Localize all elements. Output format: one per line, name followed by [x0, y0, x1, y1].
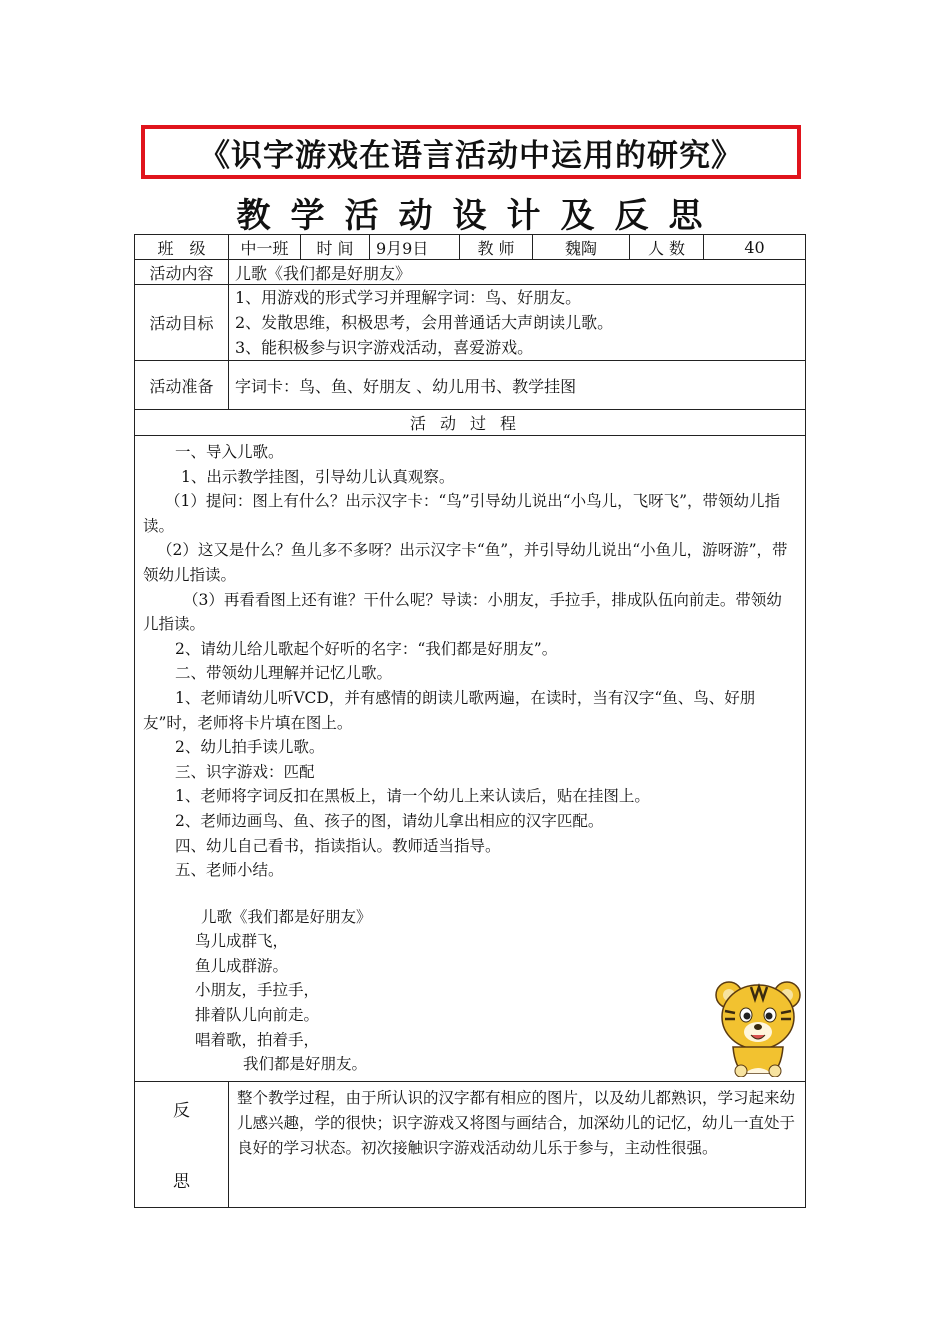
goals-label: 活动目标 — [135, 285, 229, 361]
poem-line: 鸟儿成群飞， — [195, 932, 289, 951]
process-line: 2、老师边画鸟、鱼、孩子的图，请幼儿拿出相应的汉字匹配。 — [175, 811, 604, 830]
reflection-row — [135, 1081, 806, 1207]
process-line: 1、老师请幼儿听VCD，并有感情的朗读儿歌两遍，在读时，当有汉字“鱼、鸟、好朋友”时，老师将卡片填在图上。 — [143, 688, 756, 732]
poem — [143, 905, 797, 1077]
process-line: （2）这又是什么？鱼儿多不多呀？出示汉字卡“鱼”，并引导幼儿说出“小鱼儿，游呀游”，带领幼儿指读。 — [143, 541, 788, 584]
page-subtitle: 教学活动设计及反思 — [236, 196, 723, 236]
poem-title: 儿歌《我们都是好朋友》 — [201, 907, 372, 926]
process-line: （3）再看看图上还有谁？干什么呢？导读：小朋友，手拉手，排成队伍向前走。带领幼儿指读。 — [143, 590, 782, 634]
teacher-value: 魏陶 — [533, 235, 630, 260]
process-line: 1、出示教学挂图，引导幼儿认真观察。 — [181, 467, 455, 486]
poem-line: 小朋友，手拉手， — [195, 981, 320, 1000]
process-line: （1）提问：图上有什么？出示汉字卡：“鸟”引导幼儿说出“小鸟儿，飞呀飞”，带领幼儿指读。 — [143, 492, 781, 535]
content-row — [135, 260, 806, 285]
reflection-label — [135, 1081, 229, 1207]
goals-list — [229, 285, 806, 361]
content-label: 活动内容 — [135, 260, 229, 285]
reflection-label-bottom: 思 — [173, 1172, 190, 1193]
prep-value: 字词卡：鸟、鱼、好朋友 、幼儿用书、教学挂图 — [229, 361, 806, 410]
poem-line: 唱着歌，拍着手， — [195, 1030, 320, 1049]
goal-item: 2、发散思维，积极思考，会用普通话大声朗读儿歌。 — [235, 313, 614, 332]
tiger-mascot-icon — [715, 977, 801, 1077]
count-value: 40 — [704, 235, 806, 260]
lesson-table — [134, 234, 806, 1208]
process-line: 1、老师将字词反扣在黑板上，请一个幼儿上来认读后，贴在挂图上。 — [175, 787, 650, 806]
process-line: 一、导入儿歌。 — [175, 443, 284, 461]
prep-row — [135, 361, 806, 410]
goal-item: 1、用游戏的形式学习并理解字词：鸟、好朋友。 — [235, 288, 582, 307]
goals-row — [135, 285, 806, 361]
reflection-label-top: 反 — [173, 1101, 190, 1122]
poem-line: 鱼儿成群游。 — [195, 956, 289, 975]
process-line: 四、幼儿自己看书，指读指认。教师适当指导。 — [175, 836, 501, 855]
process-body — [135, 436, 806, 1082]
prep-label: 活动准备 — [135, 361, 229, 410]
poem-line: 我们都是好朋友。 — [243, 1055, 368, 1074]
process-heading-row — [135, 410, 806, 436]
class-label: 班 级 — [135, 235, 229, 260]
process-line: 2、幼儿拍手读儿歌。 — [175, 738, 325, 757]
process-line: 二、带领幼儿理解并记忆儿歌。 — [175, 664, 393, 683]
time-value: 9月9日 — [370, 235, 460, 260]
time-label: 时 间 — [301, 235, 370, 260]
reflection-text: 整个教学过程，由于所认识的汉字都有相应的图片，以及幼儿都熟识，学习起来幼儿感兴趣，学的很快；识字游戏又将图与画结合，加深幼儿的记忆，幼儿一直处于良好的学习状态。初次接触识字游戏活动幼儿乐于参与，主动性很强。 — [229, 1081, 806, 1207]
process-line: 2、请幼儿给儿歌起个好听的名字：“我们都是好朋友”。 — [175, 639, 558, 658]
goal-item: 3、能积极参与识字游戏活动，喜爱游戏。 — [235, 338, 534, 357]
count-label: 人 数 — [630, 235, 704, 260]
title-box — [141, 125, 801, 179]
info-row — [135, 235, 806, 260]
page-title: 《识字游戏在语言活动中运用的研究》 — [199, 137, 743, 174]
teacher-label: 教 师 — [460, 235, 533, 260]
process-line: 五、老师小结。 — [175, 861, 284, 880]
process-heading: 活动过程 — [135, 410, 806, 436]
content-value: 儿歌《我们都是好朋友》 — [229, 260, 806, 285]
process-row — [135, 436, 806, 1082]
process-line: 三、识字游戏：匹配 — [175, 762, 315, 781]
class-value: 中一班 — [229, 235, 301, 260]
poem-line: 排着队儿向前走。 — [195, 1006, 320, 1025]
